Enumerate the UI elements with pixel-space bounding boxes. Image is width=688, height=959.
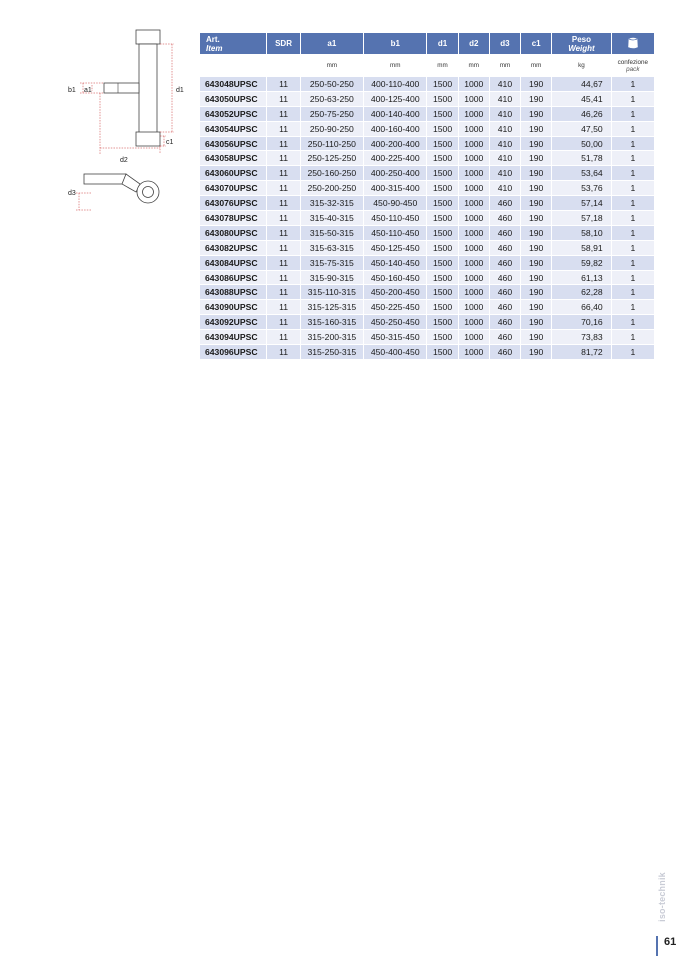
dim-label-d1: d1 (176, 87, 184, 94)
cell-d2: 1000 (459, 241, 489, 255)
cell-b1: 400-110-400 (364, 77, 426, 91)
col-header-d3: d3 (490, 33, 520, 54)
cell-a1: 315-90-315 (301, 271, 363, 285)
cell-d2: 1000 (459, 92, 489, 106)
unit-art (200, 55, 266, 76)
cell-d2: 1000 (459, 196, 489, 210)
col-header-d1: d1 (427, 33, 457, 54)
cell-c1: 190 (521, 211, 551, 225)
table-row (200, 330, 654, 344)
cell-sdr: 11 (267, 330, 299, 344)
cell-d3: 460 (490, 300, 520, 314)
cell-sdr: 11 (267, 107, 299, 121)
cell-pack: 1 (612, 196, 654, 210)
cell-code: 643058UPSC (200, 151, 266, 165)
cell-peso: 61,13 (552, 271, 610, 285)
cell-a1: 315-32-315 (301, 196, 363, 210)
cell-sdr: 11 (267, 241, 299, 255)
cell-d2: 1000 (459, 77, 489, 91)
cell-a1: 315-75-315 (301, 256, 363, 270)
cell-b1: 450-110-450 (364, 226, 426, 240)
cell-code: 643054UPSC (200, 122, 266, 136)
cell-d1: 1500 (427, 330, 457, 344)
cell-d1: 1500 (427, 166, 457, 180)
cell-pack: 1 (612, 77, 654, 91)
cell-b1: 450-225-450 (364, 300, 426, 314)
cell-b1: 400-160-400 (364, 122, 426, 136)
cell-d2: 1000 (459, 256, 489, 270)
cell-d1: 1500 (427, 315, 457, 329)
cell-d1: 1500 (427, 137, 457, 151)
cell-pack: 1 (612, 181, 654, 195)
cell-peso: 66,40 (552, 300, 610, 314)
col-header-d2: d2 (459, 33, 489, 54)
cell-sdr: 11 (267, 137, 299, 151)
cell-a1: 250-125-250 (301, 151, 363, 165)
cell-d3: 460 (490, 285, 520, 299)
col-header-peso: Peso Weight (552, 33, 610, 54)
cell-code: 643096UPSC (200, 345, 266, 359)
cell-d2: 1000 (459, 271, 489, 285)
cell-b1: 450-110-450 (364, 211, 426, 225)
cell-pack: 1 (612, 241, 654, 255)
cell-c1: 190 (521, 77, 551, 91)
table-row (200, 285, 654, 299)
cell-b1: 400-225-400 (364, 151, 426, 165)
cell-d1: 1500 (427, 226, 457, 240)
cell-pack: 1 (612, 92, 654, 106)
cell-d1: 1500 (427, 122, 457, 136)
cell-d2: 1000 (459, 300, 489, 314)
cell-d1: 1500 (427, 211, 457, 225)
cell-peso: 50,00 (552, 137, 610, 151)
cell-c1: 190 (521, 345, 551, 359)
cell-code: 643090UPSC (200, 300, 266, 314)
cell-b1: 400-200-400 (364, 137, 426, 151)
cell-d3: 460 (490, 330, 520, 344)
tee-drawing (62, 28, 192, 218)
units-row (200, 55, 654, 76)
cell-pack: 1 (612, 122, 654, 136)
cell-peso: 57,18 (552, 211, 610, 225)
cell-b1: 400-315-400 (364, 181, 426, 195)
cell-d1: 1500 (427, 345, 457, 359)
cell-code: 643088UPSC (200, 285, 266, 299)
cell-peso: 46,26 (552, 107, 610, 121)
dim-label-d3: d3 (68, 190, 76, 197)
cell-code: 643094UPSC (200, 330, 266, 344)
cell-d1: 1500 (427, 256, 457, 270)
table-row (200, 211, 654, 225)
cell-b1: 450-140-450 (364, 256, 426, 270)
cell-c1: 190 (521, 107, 551, 121)
cell-b1: 450-250-450 (364, 315, 426, 329)
cell-pack: 1 (612, 211, 654, 225)
package-icon (627, 37, 639, 49)
cell-peso: 53,76 (552, 181, 610, 195)
cell-d1: 1500 (427, 271, 457, 285)
cell-d3: 460 (490, 256, 520, 270)
cell-d3: 410 (490, 181, 520, 195)
cell-c1: 190 (521, 241, 551, 255)
cell-sdr: 11 (267, 166, 299, 180)
cell-c1: 190 (521, 92, 551, 106)
cell-d2: 1000 (459, 181, 489, 195)
dim-label-b1: b1 (68, 87, 76, 94)
cell-a1: 315-125-315 (301, 300, 363, 314)
cell-d2: 1000 (459, 330, 489, 344)
table-row (200, 137, 654, 151)
cell-peso: 51,78 (552, 151, 610, 165)
dim-label-a1: a1 (84, 87, 92, 94)
cell-peso: 81,72 (552, 345, 610, 359)
table-row (200, 256, 654, 270)
col-header-sdr: SDR (267, 33, 299, 54)
col-header-c1: c1 (521, 33, 551, 54)
cell-d1: 1500 (427, 300, 457, 314)
cell-d1: 1500 (427, 77, 457, 91)
cell-d2: 1000 (459, 285, 489, 299)
cell-pack: 1 (612, 256, 654, 270)
cell-c1: 190 (521, 300, 551, 314)
cell-peso: 58,91 (552, 241, 610, 255)
cell-d3: 410 (490, 107, 520, 121)
cell-c1: 190 (521, 226, 551, 240)
cell-b1: 450-315-450 (364, 330, 426, 344)
cell-d3: 460 (490, 315, 520, 329)
cell-code: 643078UPSC (200, 211, 266, 225)
cell-a1: 315-200-315 (301, 330, 363, 344)
cell-pack: 1 (612, 345, 654, 359)
table-row (200, 166, 654, 180)
cell-a1: 250-200-250 (301, 181, 363, 195)
page-number: 61 (664, 936, 677, 948)
cell-b1: 450-400-450 (364, 345, 426, 359)
cell-pack: 1 (612, 151, 654, 165)
cell-d2: 1000 (459, 345, 489, 359)
cell-code: 643070UPSC (200, 181, 266, 195)
cell-peso: 58,10 (552, 226, 610, 240)
table-row (200, 300, 654, 314)
cell-code: 643048UPSC (200, 77, 266, 91)
cell-sdr: 11 (267, 151, 299, 165)
cell-a1: 315-50-315 (301, 226, 363, 240)
cell-code: 643050UPSC (200, 92, 266, 106)
cell-pack: 1 (612, 166, 654, 180)
cell-a1: 250-50-250 (301, 77, 363, 91)
cell-peso: 44,67 (552, 77, 610, 91)
table-row (200, 151, 654, 165)
unit-a1: mm (301, 55, 363, 76)
cell-a1: 250-75-250 (301, 107, 363, 121)
cell-peso: 47,50 (552, 122, 610, 136)
table-row (200, 271, 654, 285)
cell-c1: 190 (521, 271, 551, 285)
cell-b1: 450-160-450 (364, 271, 426, 285)
cell-code: 643060UPSC (200, 166, 266, 180)
cell-code: 643092UPSC (200, 315, 266, 329)
unit-peso: kg (552, 55, 610, 76)
col-header-b1: b1 (364, 33, 426, 54)
product-spec-table (199, 32, 655, 360)
dim-label-d2: d2 (120, 157, 128, 164)
cell-peso: 57,14 (552, 196, 610, 210)
cell-c1: 190 (521, 285, 551, 299)
cell-d2: 1000 (459, 107, 489, 121)
cell-d1: 1500 (427, 181, 457, 195)
col-header-art: Art. Item (200, 33, 266, 54)
cell-code: 643076UPSC (200, 196, 266, 210)
cell-b1: 450-90-450 (364, 196, 426, 210)
cell-d3: 460 (490, 241, 520, 255)
cell-d1: 1500 (427, 151, 457, 165)
cell-d3: 460 (490, 226, 520, 240)
cell-d1: 1500 (427, 107, 457, 121)
cell-a1: 250-160-250 (301, 166, 363, 180)
cell-c1: 190 (521, 315, 551, 329)
cell-pack: 1 (612, 107, 654, 121)
cell-pack: 1 (612, 271, 654, 285)
cell-sdr: 11 (267, 77, 299, 91)
cell-sdr: 11 (267, 315, 299, 329)
cell-d3: 410 (490, 137, 520, 151)
cell-peso: 53,64 (552, 166, 610, 180)
cell-a1: 315-110-315 (301, 285, 363, 299)
table-body (200, 77, 654, 359)
cell-pack: 1 (612, 300, 654, 314)
cell-c1: 190 (521, 196, 551, 210)
unit-sdr (267, 55, 299, 76)
table-row (200, 315, 654, 329)
cell-c1: 190 (521, 137, 551, 151)
cell-sdr: 11 (267, 196, 299, 210)
cell-d1: 1500 (427, 92, 457, 106)
tee-dimension-diagram (62, 28, 192, 218)
table-row (200, 181, 654, 195)
cell-sdr: 11 (267, 92, 299, 106)
unit-d2: mm (459, 55, 489, 76)
cell-d3: 460 (490, 196, 520, 210)
cell-c1: 190 (521, 181, 551, 195)
table-row (200, 122, 654, 136)
cell-b1: 450-125-450 (364, 241, 426, 255)
cell-peso: 62,28 (552, 285, 610, 299)
cell-d1: 1500 (427, 241, 457, 255)
cell-d2: 1000 (459, 137, 489, 151)
cell-sdr: 11 (267, 256, 299, 270)
cell-d1: 1500 (427, 196, 457, 210)
cell-code: 643084UPSC (200, 256, 266, 270)
table-header-row (200, 33, 654, 54)
table-row (200, 345, 654, 359)
unit-d3: mm (490, 55, 520, 76)
cell-sdr: 11 (267, 122, 299, 136)
cell-pack: 1 (612, 226, 654, 240)
cell-d3: 410 (490, 122, 520, 136)
table-row (200, 77, 654, 91)
cell-pack: 1 (612, 315, 654, 329)
dim-label-c1: c1 (166, 139, 174, 146)
cell-d3: 410 (490, 151, 520, 165)
unit-pack: confezione pack (612, 55, 654, 76)
cell-d2: 1000 (459, 166, 489, 180)
unit-c1: mm (521, 55, 551, 76)
cell-c1: 190 (521, 166, 551, 180)
cell-a1: 250-63-250 (301, 92, 363, 106)
unit-d1: mm (427, 55, 457, 76)
col-header-pack (612, 33, 654, 54)
cell-sdr: 11 (267, 345, 299, 359)
cell-d2: 1000 (459, 122, 489, 136)
cell-a1: 315-40-315 (301, 211, 363, 225)
page-number-bar (656, 936, 658, 956)
cell-d3: 460 (490, 345, 520, 359)
unit-b1: mm (364, 55, 426, 76)
cell-a1: 250-110-250 (301, 137, 363, 151)
cell-peso: 70,16 (552, 315, 610, 329)
cell-d3: 410 (490, 166, 520, 180)
cell-code: 643056UPSC (200, 137, 266, 151)
table-row (200, 226, 654, 240)
cell-peso: 45,41 (552, 92, 610, 106)
cell-d3: 410 (490, 92, 520, 106)
cell-d2: 1000 (459, 226, 489, 240)
cell-pack: 1 (612, 285, 654, 299)
cell-b1: 450-200-450 (364, 285, 426, 299)
cell-b1: 400-125-400 (364, 92, 426, 106)
cell-sdr: 11 (267, 285, 299, 299)
cell-code: 643052UPSC (200, 107, 266, 121)
cell-sdr: 11 (267, 271, 299, 285)
table-row (200, 241, 654, 255)
cell-d2: 1000 (459, 211, 489, 225)
cell-sdr: 11 (267, 300, 299, 314)
cell-sdr: 11 (267, 226, 299, 240)
cell-pack: 1 (612, 330, 654, 344)
cell-a1: 315-160-315 (301, 315, 363, 329)
table-row (200, 107, 654, 121)
cell-d3: 410 (490, 77, 520, 91)
cell-code: 643080UPSC (200, 226, 266, 240)
cell-sdr: 11 (267, 181, 299, 195)
cell-c1: 190 (521, 122, 551, 136)
cell-a1: 315-63-315 (301, 241, 363, 255)
cell-a1: 250-90-250 (301, 122, 363, 136)
cell-c1: 190 (521, 151, 551, 165)
col-header-a1: a1 (301, 33, 363, 54)
cell-d1: 1500 (427, 285, 457, 299)
cell-code: 643082UPSC (200, 241, 266, 255)
cell-peso: 73,83 (552, 330, 610, 344)
cell-b1: 400-140-400 (364, 107, 426, 121)
table-row (200, 92, 654, 106)
table-row (200, 196, 654, 210)
cell-peso: 59,82 (552, 256, 610, 270)
cell-d3: 460 (490, 211, 520, 225)
cell-c1: 190 (521, 330, 551, 344)
cell-d3: 460 (490, 271, 520, 285)
brand-logo: iso-technik (656, 872, 667, 922)
cell-b1: 400-250-400 (364, 166, 426, 180)
cell-c1: 190 (521, 256, 551, 270)
cell-pack: 1 (612, 137, 654, 151)
cell-sdr: 11 (267, 211, 299, 225)
cell-d2: 1000 (459, 315, 489, 329)
cell-d2: 1000 (459, 151, 489, 165)
cell-code: 643086UPSC (200, 271, 266, 285)
cell-a1: 315-250-315 (301, 345, 363, 359)
